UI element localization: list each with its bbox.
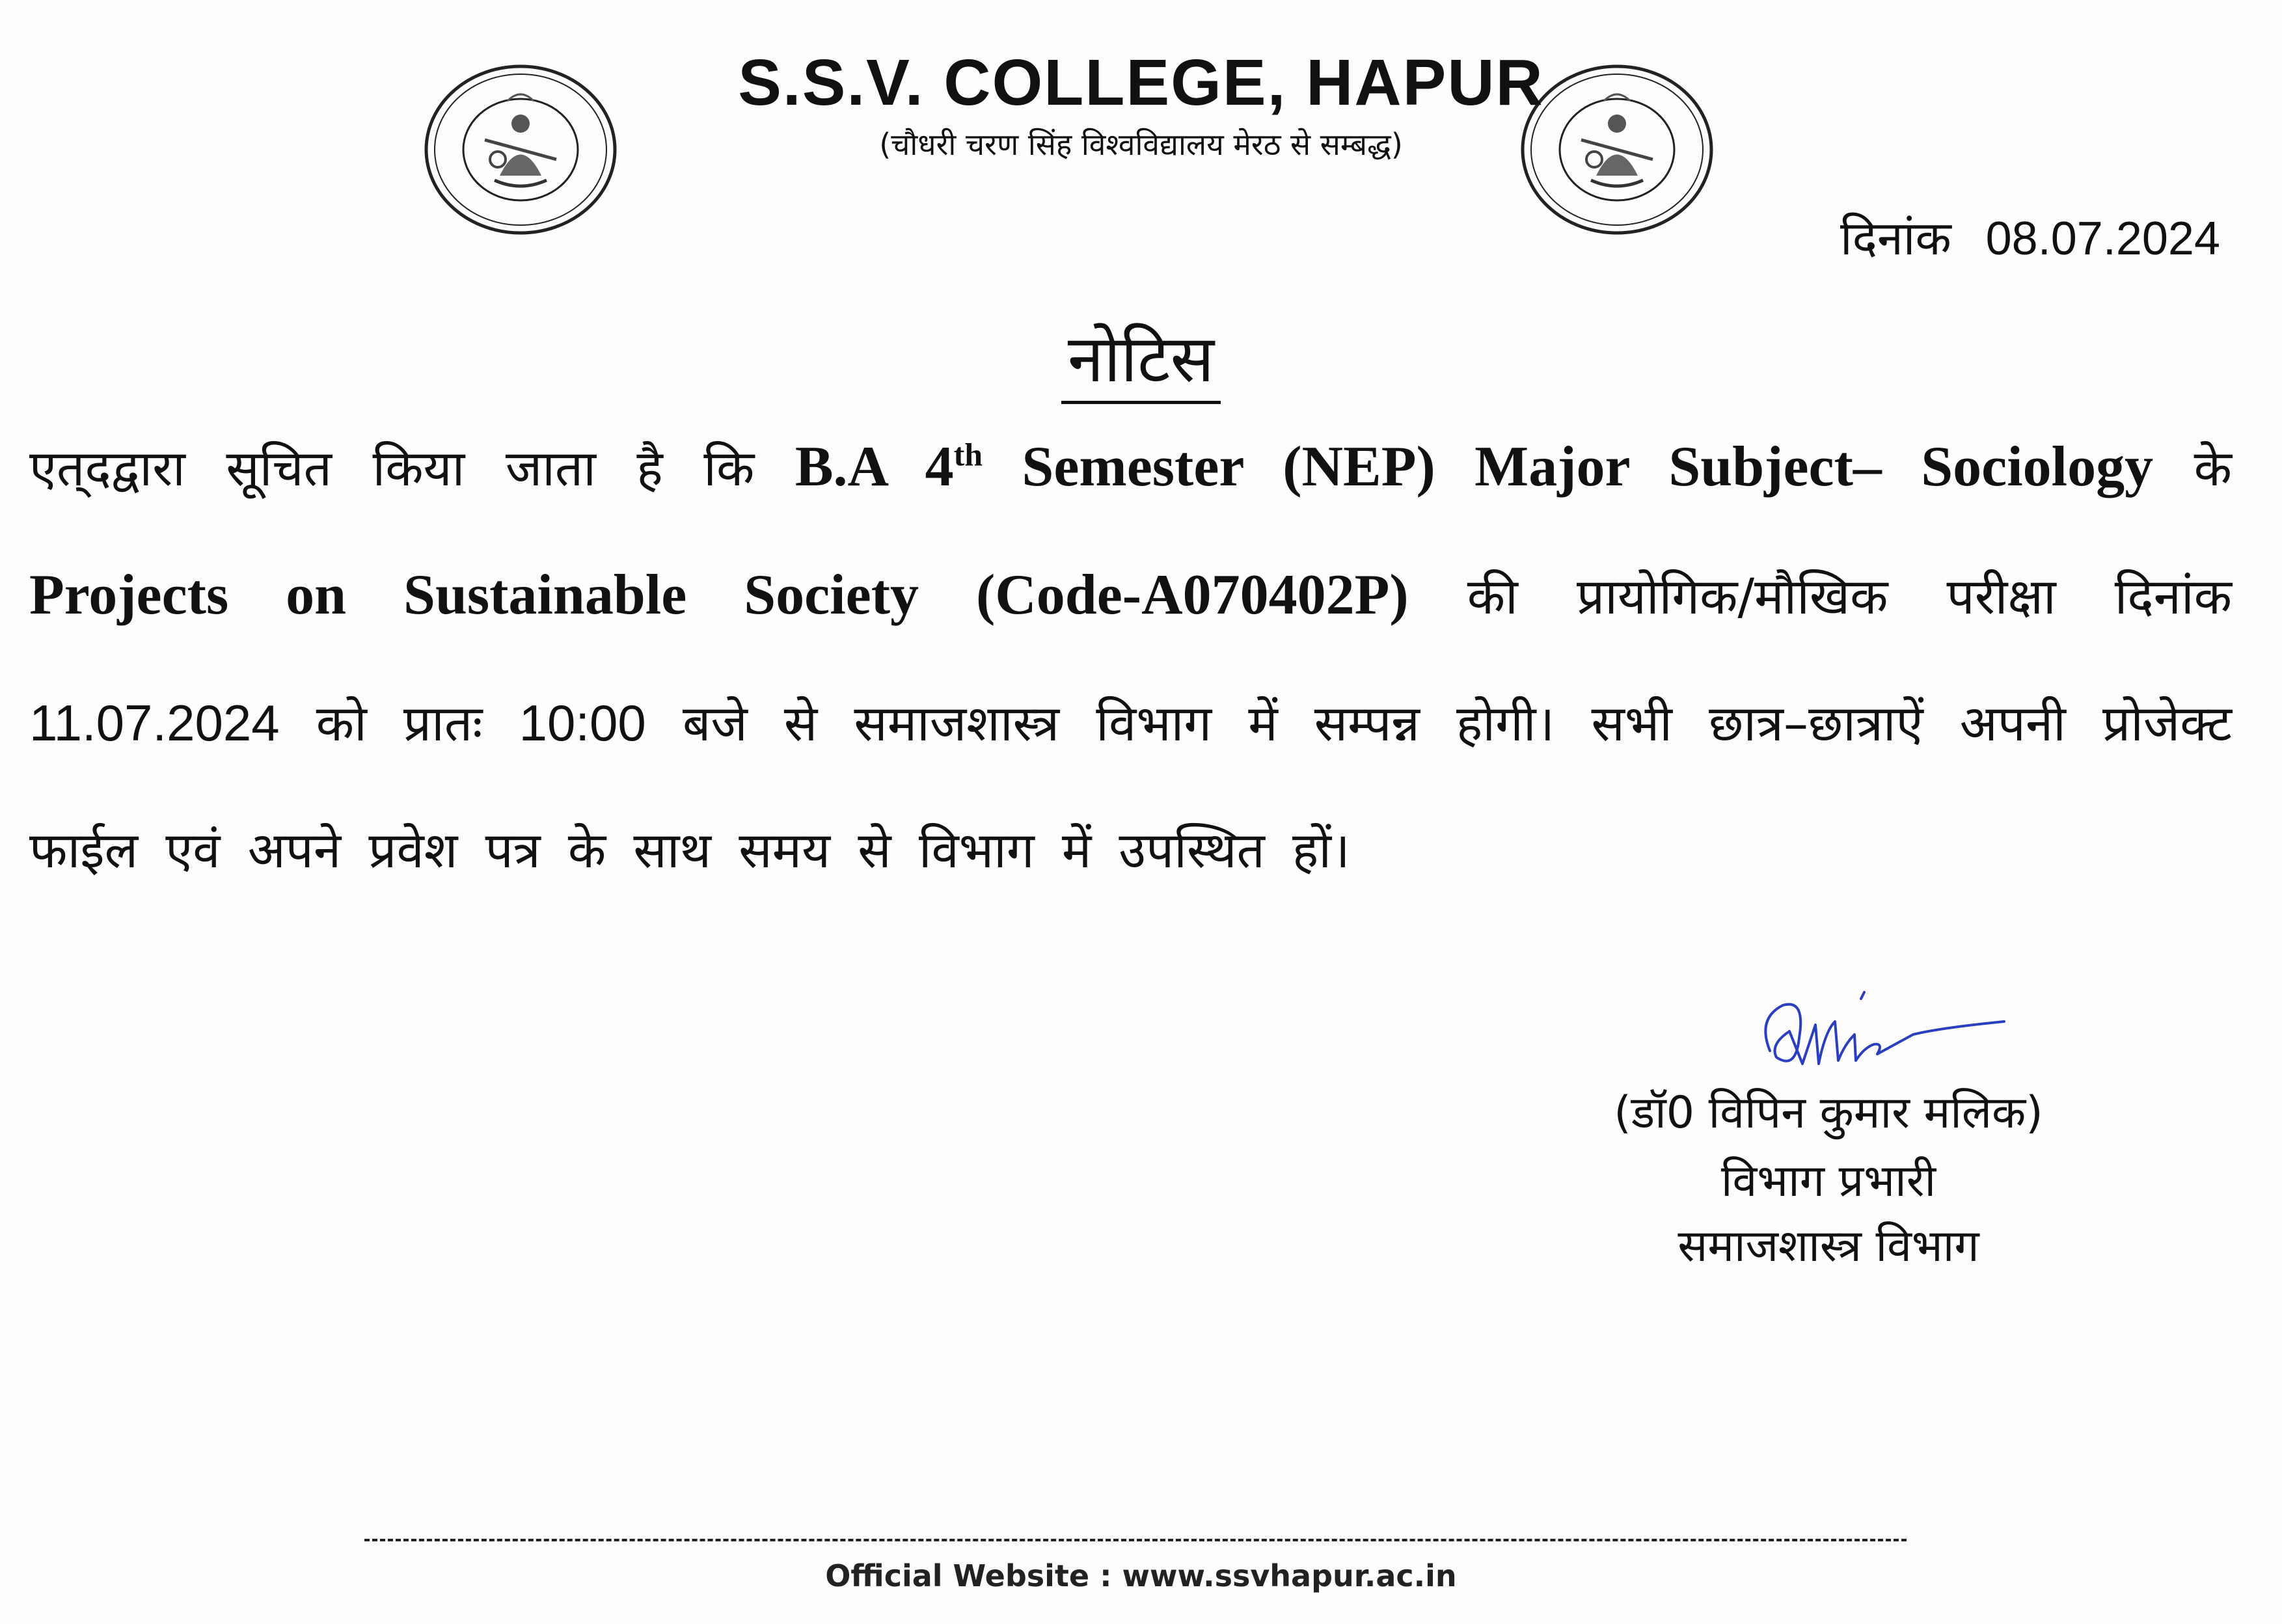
notice-title: [0, 312, 2282, 401]
course-level: B.A 4: [795, 435, 954, 498]
exam-date: 11.07.2024: [29, 694, 280, 751]
project-title: Projects on Sustainable Society (Code-A070402P): [29, 563, 1409, 627]
signatory-name: (डॉ0 विपिन कुमार मलिक): [1614, 1087, 2043, 1139]
body-instructions: बजे से समाजशास्त्र विभाग में सम्पन्न होगी। सभी छात्र–छात्राऐं अपनी प्रोजेक्ट फाईल एवं अपने प्रवेश पत्र के साथ समय से विभाग में उपस्थित हों।: [29, 694, 2232, 879]
body-intro: एत्‌दद्वारा सूचित किया जाता है कि: [29, 439, 795, 497]
footer-website: Official Website : www.ssvhapur.ac.in: [825, 1558, 1457, 1593]
date-value: 08.07.2024: [1985, 213, 2220, 265]
body-connector: के: [2153, 439, 2233, 497]
notice-date: [1840, 205, 2220, 269]
date-label: दिनांक: [1840, 211, 1951, 265]
notice-body: [29, 403, 2232, 914]
time-prefix: को प्रातः: [279, 694, 519, 752]
exam-type-text: की प्रायोगिक/मौखिक परीक्षा दिनांक: [1408, 567, 2232, 625]
course-subject: Semester (NEP) Major Subject– Sociology: [983, 435, 2154, 498]
college-name: S.S.V. COLLEGE, HAPUR: [738, 46, 1544, 119]
signatory-designation: विभाग प्रभारी: [1720, 1156, 1936, 1207]
footer-divider: [364, 1539, 1907, 1541]
notice-title-text: नोटिस: [1061, 321, 1221, 404]
exam-time: 10:00: [519, 694, 646, 751]
ordinal-suffix: th: [953, 436, 983, 473]
course-name: [795, 435, 2153, 498]
signatory-department: समाजशास्त्र विभाग: [1678, 1221, 1979, 1272]
affiliation-text: (चौधरी चरण सिंह विश्वविद्यालय मेरठ से सम्बद्ध): [879, 127, 1403, 162]
